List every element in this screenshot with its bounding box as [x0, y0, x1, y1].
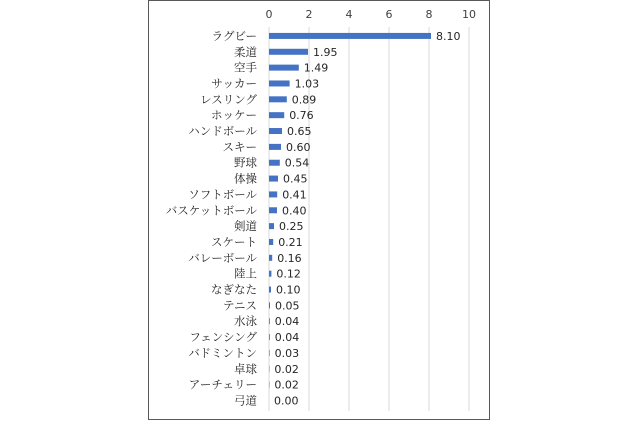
- data-label: 0.41: [282, 188, 307, 202]
- category-label: アーチェリー: [188, 377, 257, 392]
- category-label: 弓道: [234, 393, 257, 408]
- x-tick-label: 10: [462, 8, 476, 21]
- x-tick-label: 8: [425, 8, 433, 21]
- bar: [269, 96, 287, 102]
- bar: [269, 223, 274, 229]
- category-label: 柔道: [234, 44, 257, 59]
- data-label: 0.25: [279, 220, 304, 234]
- data-label: 0.65: [287, 125, 312, 139]
- bar: [269, 191, 277, 197]
- data-label: 0.12: [276, 267, 301, 281]
- bar: [269, 271, 271, 277]
- category-label: スケート: [211, 234, 257, 249]
- data-label: 0.45: [283, 172, 308, 186]
- data-label: 0.40: [282, 204, 307, 218]
- category-label: バスケットボール: [165, 203, 257, 218]
- x-tick-label: 6: [385, 8, 393, 21]
- x-tick-label: 0: [265, 8, 273, 21]
- category-label: バレーボール: [188, 250, 257, 265]
- data-label: 0.10: [276, 283, 301, 297]
- data-label: 1.03: [294, 77, 320, 91]
- category-label: 剣道: [234, 219, 257, 234]
- category-label: レスリング: [200, 92, 257, 107]
- category-label: サッカー: [211, 76, 257, 91]
- bar: [269, 287, 271, 293]
- chart-frame: [148, 0, 490, 420]
- category-label: 水泳: [234, 314, 257, 329]
- data-label: 1.95: [313, 45, 338, 59]
- bar: [269, 128, 282, 134]
- bar: [269, 160, 280, 166]
- category-label: 体操: [234, 171, 257, 186]
- data-label: 0.60: [286, 140, 311, 154]
- category-labels: [166, 29, 258, 408]
- data-label: 0.02: [274, 362, 299, 376]
- bar: [269, 302, 270, 308]
- category-label: 陸上: [234, 266, 257, 281]
- bar: [269, 239, 273, 245]
- data-label: 0.54: [284, 156, 310, 170]
- bar: [269, 144, 281, 150]
- data-label: 0.00: [274, 394, 299, 408]
- bar: [269, 318, 270, 324]
- category-label: なぎなた: [211, 282, 257, 297]
- category-label: ラグビー: [211, 28, 257, 43]
- category-label: 野球: [234, 155, 257, 170]
- data-label: 0.05: [275, 299, 300, 313]
- x-tick-label: 2: [305, 8, 313, 21]
- category-label: ハンドボール: [188, 124, 257, 139]
- category-label: フェンシング: [189, 330, 257, 345]
- category-label: テニス: [222, 298, 257, 313]
- category-label: ソフトボール: [188, 187, 257, 202]
- bar: [269, 350, 270, 356]
- data-label: 0.04: [274, 331, 300, 345]
- category-label: ホッケー: [211, 108, 257, 123]
- bar: [269, 334, 270, 340]
- data-labels: [274, 30, 461, 408]
- data-label: 0.89: [291, 93, 317, 107]
- x-axis-ticks: [266, 8, 477, 21]
- category-label: バドミントン: [188, 345, 257, 360]
- bar: [269, 176, 278, 182]
- data-label: 8.10: [436, 29, 461, 43]
- bar: [269, 80, 290, 86]
- bar: [269, 207, 277, 213]
- bar: [269, 255, 272, 261]
- data-label: 0.02: [274, 378, 299, 392]
- category-label: 卓球: [234, 361, 257, 376]
- x-tick-label: 4: [345, 8, 353, 21]
- data-label: 1.49: [303, 61, 329, 75]
- category-label: 空手: [234, 60, 257, 75]
- data-label: 0.76: [289, 109, 314, 123]
- bar: [269, 112, 284, 118]
- bar: [269, 33, 431, 39]
- data-label: 0.03: [274, 346, 300, 360]
- data-label: 0.04: [274, 315, 300, 329]
- data-label: 0.16: [277, 251, 302, 265]
- bar-chart: [149, 1, 491, 421]
- bar: [269, 49, 308, 55]
- category-label: スキー: [222, 139, 257, 154]
- bar: [269, 65, 299, 71]
- data-label: 0.21: [278, 235, 303, 249]
